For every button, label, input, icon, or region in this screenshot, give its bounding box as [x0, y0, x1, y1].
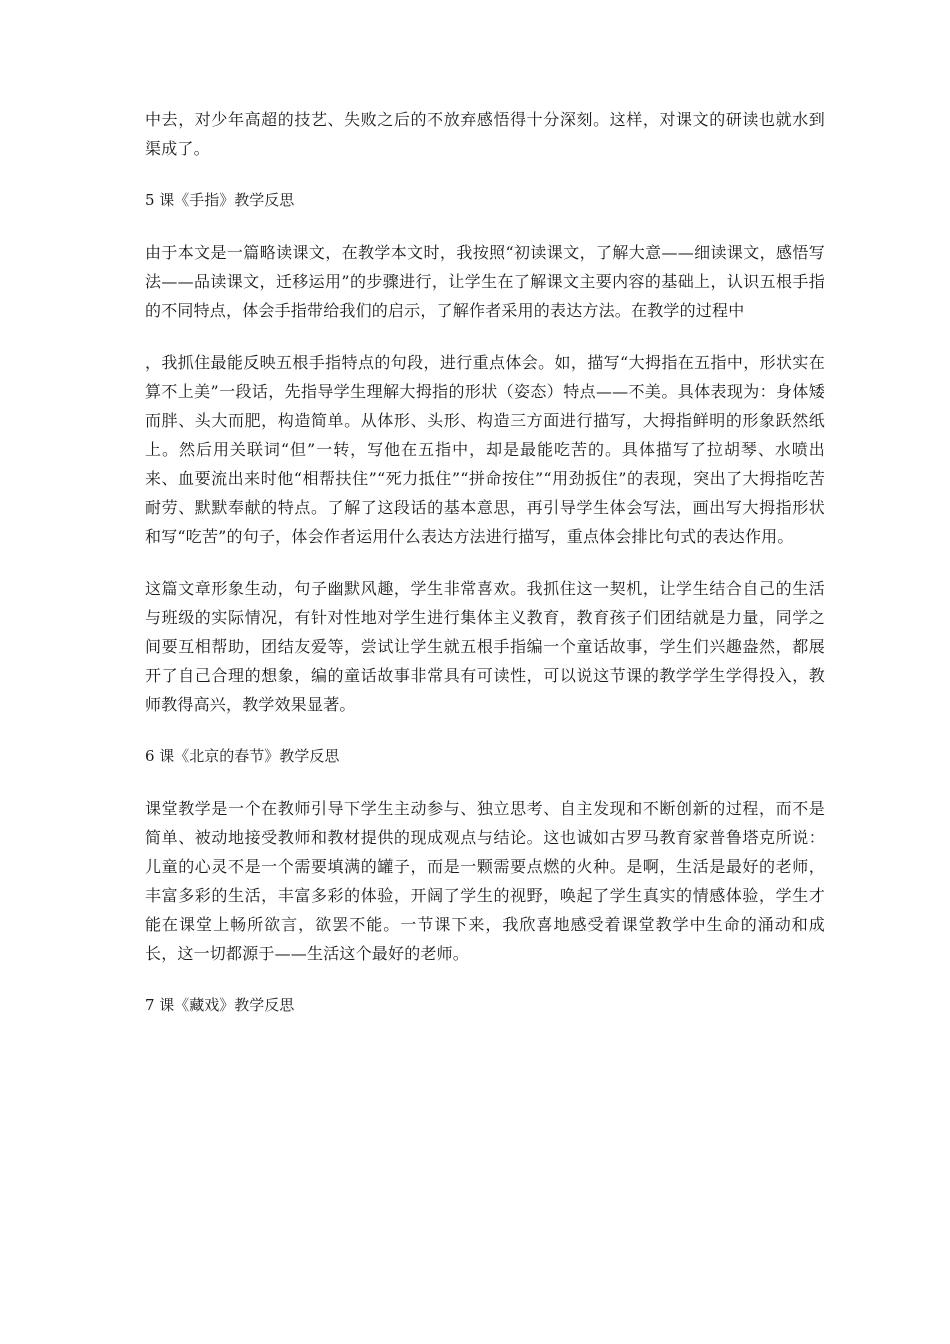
paragraph-lesson-6: 课堂教学是一个在教师引导下学生主动参与、独立思考、自主发现和不断创新的过程，而不是简单、被动地接受教师和教材提供的现成观点与结论。这也诚如古罗马教育家普鲁塔克所说：儿童的心灵不是一个需要填满的罐子，而是一颗需要点燃的火种。是啊，生活是最好的老师，丰富多彩的生活，丰富多彩的体验，开阔了学生的视野，唤起了学生真实的情感体验，学生才能在课堂上畅所欲言，欲罢不能。一节课下来，我欣喜地感受着课堂教学中生命的涌动和成长，这一切都源于——生活这个最好的老师。 — [145, 799, 825, 963]
document-page — [145, 105, 825, 1043]
paragraph-lesson-5-thumb: ，我抓住最能反映五根手指特点的句段，进行重点体会。如，描写“大拇指在五指中，形状实在算不上美”一段话，先指导学生理解大拇指的形状（姿态）特点——不美。具体表现为：身体矮而胖、头大而肥，构造简单。从体形、头形、构造三方面进行描写，大拇指鲜明的形象跃然纸上。然后用关联词“但”一转，写他在五指中，却是最能吃苦的。具体描写了拉胡琴、水喷出来、血要流出来时他“相帮扶住”“死力抵住”“拼命按住”“用劲扳住”的表现，突出了大拇指吃苦耐劳、默默奉献的特点。了解了这段话的基本意思，再引导学生体会写法，画出写大拇指形状和写“吃苦”的句子，体会作者运用什么表达方法进行描写，重点体会排比句式的表达作用。 — [145, 353, 825, 546]
paragraph-lesson-5-intro: 由于本文是一篇略读课文，在教学本文时，我按照“初读课文，了解大意——细读课文，感悟写法——品读课文，迁移运用”的步骤进行，让学生在了解课文主要内容的基础上，认识五根手指的不同特点，体会手指带给我们的启示，了解作者采用的表达方法。在教学的过程中 — [145, 243, 825, 320]
section-heading-lesson-5: 5 课《手指》教学反思 — [145, 191, 295, 209]
paragraph-lesson-5-summary: 这篇文章形象生动，句子幽默风趣，学生非常喜欢。我抓住这一契机，让学生结合自己的生活与班级的实际情况，有针对性地对学生进行集体主义教育，教育孩子们团结就是力量，同学之间要互相帮助，团结友爱等，尝试让学生就五根手指编一个童话故事，学生们兴趣盎然，都展开了自己合理的想象，编的童话故事非常具有可读性，可以说这节课的教学学生学得投入，教师教得高兴，教学效果显著。 — [145, 579, 825, 714]
section-heading-lesson-7: 7 课《藏戏》教学反思 — [145, 996, 295, 1014]
paragraph-intro-continuation: 中去，对少年高超的技艺、失败之后的不放弃感悟得十分深刻。这样，对课文的研读也就水到渠成了。 — [145, 110, 825, 158]
section-heading-lesson-6: 6 课《北京的春节》教学反思 — [145, 747, 340, 765]
